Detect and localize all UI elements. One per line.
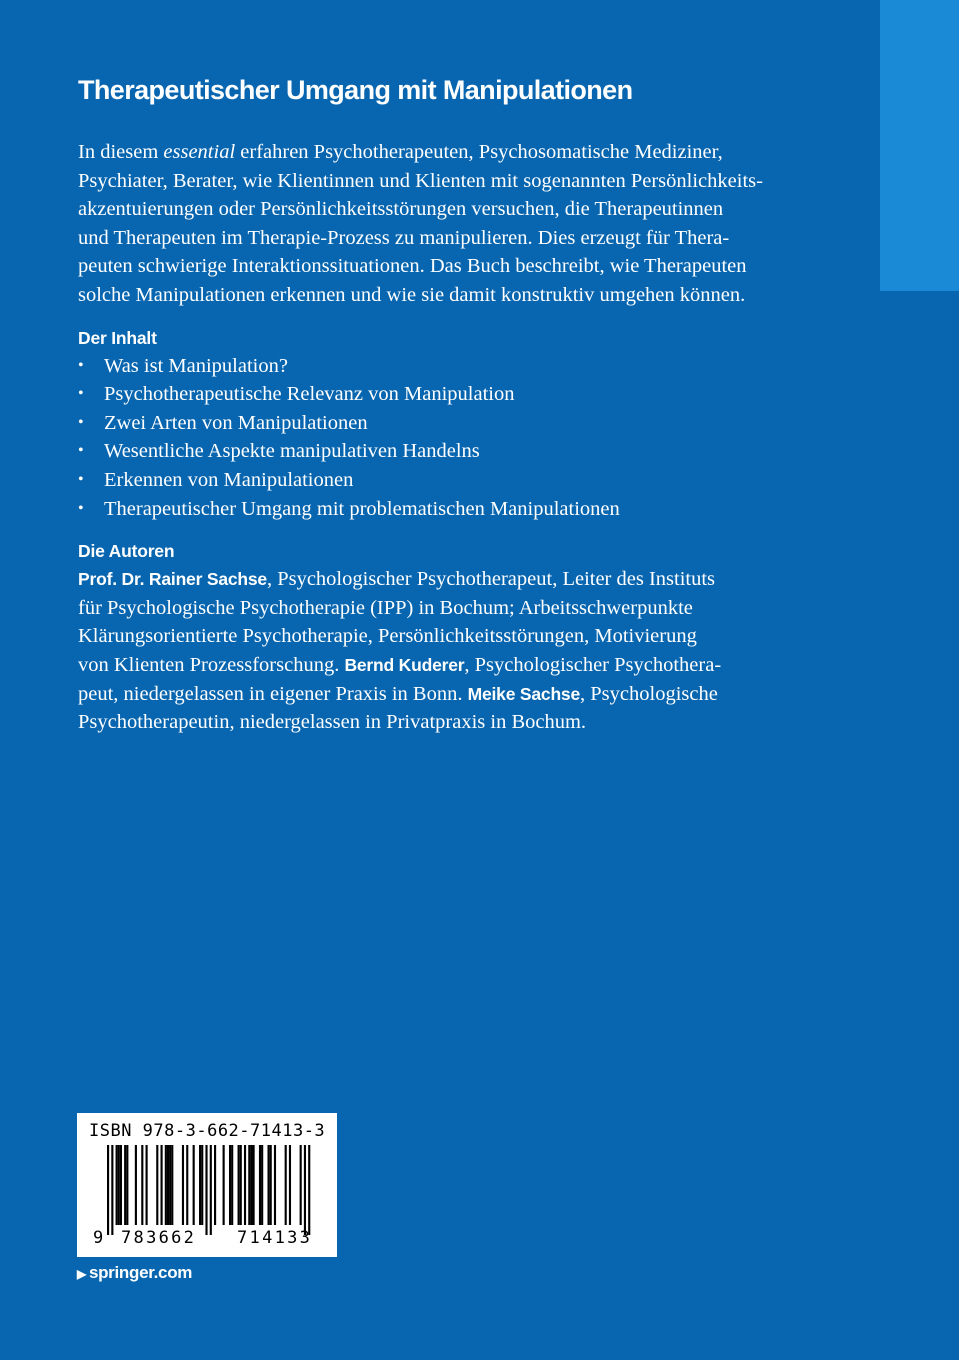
intro-line: Psychiater, Berater, wie Klientinnen und Klienten mit sogenannten Persönlichkeits- [78,169,763,192]
publisher-link[interactable] [77,1263,192,1283]
author-bio: von Klienten Prozessforschung. [78,653,345,676]
intro-line: peuten schwierige Interaktionssituationen. Das Buch beschreibt, wie Therapeuten [78,255,747,278]
barcode-bar [161,1145,163,1225]
intro-emphasis: essential [163,141,236,163]
authors-line [78,565,798,594]
isbn-digits-right: 714133 [237,1228,313,1248]
author-name: Prof. Dr. Rainer Sachse [78,569,267,590]
barcode-bar [182,1145,184,1225]
isbn-label: ISBN 978-3-662-71413-3 [89,1121,326,1141]
author-bio: , Psychologische [580,682,718,705]
barcode-bar [116,1145,118,1225]
barcode-bar [268,1145,270,1225]
authors-line [78,680,798,709]
barcode-bar [193,1145,195,1225]
authors-line: Psychotherapeutin, niedergelassen in Privatpraxis in Bochum. [78,711,587,734]
barcode-bar [229,1145,231,1225]
author-bio: peut, niedergelassen in eigener Praxis in Bonn. [78,682,468,705]
barcode-guard-bar [210,1145,212,1235]
list-item: • Wesentliche Aspekte manipulativen Handelns [78,437,798,466]
barcode-bar [171,1145,173,1225]
barcode-bar [165,1145,167,1225]
authors-line [78,651,798,680]
barcode-bar [259,1145,261,1225]
intro-text: In diesem [78,141,164,163]
isbn-lead-digit: 9 [93,1228,106,1248]
barcode-bar [289,1145,291,1225]
arrow-right-icon: ▶ [77,1267,86,1281]
intro-paragraph [78,138,798,310]
barcode-bar [118,1145,120,1225]
barcode-bar [124,1145,126,1225]
barcode-bar [214,1145,216,1225]
list-item: • Therapeutischer Umgang mit problematischen Manipulationen [78,495,798,524]
barcode-bar [270,1145,272,1225]
authors-line: für Psychologische Psychotherapie (IPP) in Bochum; Arbeitsschwerpunkte [78,596,693,619]
list-item: • Was ist Manipulation? [78,352,798,381]
barcode-bar [231,1145,233,1225]
barcode-bar [146,1145,148,1225]
barcode-bar [167,1145,169,1225]
barcode-bar [300,1145,302,1225]
intro-line: und Therapeuten im Therapie-Prozess zu manipulieren. Dies erzeugt für Thera- [78,226,730,249]
list-item: • Zwei Arten von Manipulationen [78,409,798,438]
author-name: Meike Sachse [467,683,581,704]
back-cover-content [78,72,798,737]
barcode-guard-bar [308,1145,310,1235]
book-title: Therapeutischer Umgang mit Manipulationen [78,75,633,105]
list-item: • Erkennen von Manipulationen [78,466,798,495]
barcode-bar [248,1145,250,1225]
barcode-bar [169,1145,171,1225]
authors-line: Klärungsorientierte Psychotherapie, Persönlichkeitsstörungen, Motivierung [78,625,697,648]
barcode-bar [253,1145,255,1225]
author-name: Bernd Kuderer [344,654,465,675]
barcode-guard-bar [107,1145,109,1235]
intro-text: erfahren Psychotherapeuten, Psychosomatische Mediziner, [235,141,723,163]
barcode-bar [244,1145,246,1225]
barcode-bar [199,1145,201,1225]
contents-heading: Der Inhalt [78,327,157,348]
barcode-bar [186,1145,188,1225]
isbn-barcode [77,1113,337,1257]
barcode-guard-bar [111,1145,113,1235]
author-bio: , Psychologischer Psychothera- [464,653,722,676]
accent-band [880,0,959,291]
contents-list [78,352,798,524]
authors-paragraph [78,565,798,737]
intro-line [78,138,798,167]
barcode-bar [156,1145,158,1225]
list-item: • Psychotherapeutische Relevanz von Manipulation [78,380,798,409]
barcode-guard-bar [205,1145,207,1235]
barcode-bar [120,1145,122,1225]
isbn-digits-left: 783662 [121,1228,197,1248]
authors-heading: Die Autoren [78,541,175,562]
intro-line: solche Manipulationen erkennen und wie sie damit konstruktiv umgehen können. [78,283,746,306]
barcode-bar [126,1145,128,1225]
barcode-bar [223,1145,225,1225]
barcode-bar [238,1145,240,1225]
barcode-guard-bar [304,1145,306,1235]
barcode-bar [240,1145,242,1225]
barcode-bar [250,1145,252,1225]
barcode-bar [285,1145,287,1225]
intro-line: akzentuierungen oder Persönlichkeitsstörungen versuchen, die Therapeutinnen [78,198,724,221]
publisher-url: springer.com [88,1263,193,1282]
barcode-bar [141,1145,143,1225]
barcode-bar [274,1145,276,1225]
barcode-bar [201,1145,203,1225]
barcode-bar [261,1145,263,1225]
barcode-bar [135,1145,137,1225]
author-bio: , Psychologischer Psychotherapeut, Leiter des Instituts [266,568,716,591]
